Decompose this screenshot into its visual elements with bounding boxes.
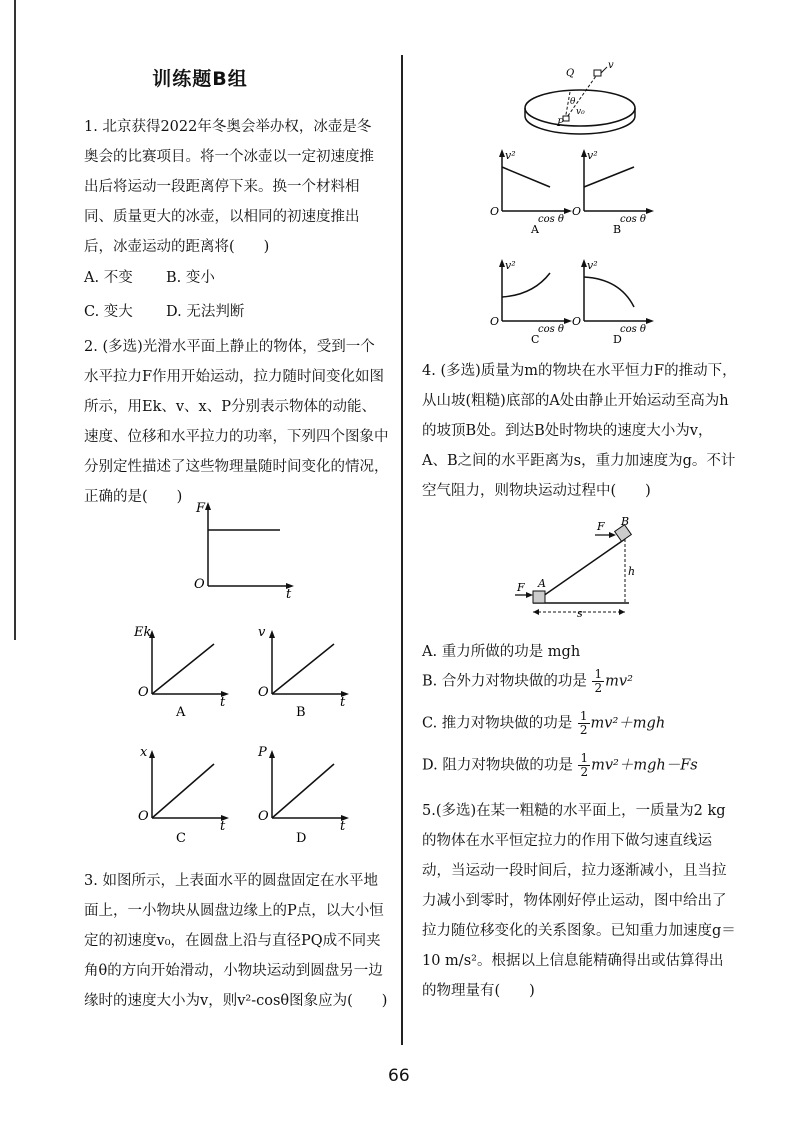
axis-label: cos θ <box>620 324 646 335</box>
origin-label: O <box>194 577 205 592</box>
q3-disk-figure <box>520 56 650 136</box>
distance-label: s <box>577 607 583 620</box>
q1-option-a: A. 不变 <box>84 270 133 286</box>
graph-caption: B <box>613 223 622 236</box>
axis-label: t <box>220 819 226 834</box>
question-5-text: 5.(多选)在某一粗糙的水平面上，一质量为2 kg的物体在水平恒定拉力的作用下做匀速直线运动，当运动一段时间后，拉力逐渐减小，且当拉力减小到零时，物体刚好停止运动，图中给出了拉力随位移变化的关系图象。已知重力加速度g＝10 m/s²。根据以上信息能精确得出或估算得出的物理量有( ) <box>422 803 736 999</box>
q3-graph-b <box>570 145 660 235</box>
origin-label: O <box>490 205 500 218</box>
q3-graph-c <box>488 255 578 345</box>
q2-graph-b <box>250 620 360 720</box>
origin-label: O <box>258 809 269 824</box>
q1-option-d: D. 无法判断 <box>166 304 245 320</box>
question-3-text: 3. 如图所示，上表面水平的圆盘固定在水平地面上，一小物块从圆盘边缘上的P点，以大小恒定的初速度v₀，在圆盘上沿与直径PQ成不同夹角θ的方向开始滑动，小物块运动到圆盘另一边缘时的速度大小为v，则v²-cosθ图象应为( ) <box>84 873 388 1009</box>
graph-caption: B <box>296 705 306 720</box>
section-title: 训练题B组 <box>152 68 248 90</box>
fraction <box>592 668 604 695</box>
fraction-numerator: 1 <box>579 709 588 723</box>
point-p-label: P <box>557 118 564 129</box>
point-b-label: B <box>621 515 630 528</box>
graph-caption: D <box>613 333 622 346</box>
axis-label: F <box>196 501 206 516</box>
q4-incline-figure <box>505 515 645 620</box>
fraction-denominator: 2 <box>579 723 588 737</box>
axis-label: t <box>286 587 292 602</box>
fraction-denominator: 2 <box>580 765 589 779</box>
axis-label: Ek <box>134 625 152 640</box>
origin-label: O <box>572 205 582 218</box>
option-formula: mv² <box>605 673 633 690</box>
axis-label: v² <box>505 149 516 162</box>
force-label: F <box>597 520 605 533</box>
origin-label: O <box>572 315 582 328</box>
q2-graph-a <box>130 620 240 720</box>
angle-label: θ <box>570 97 576 107</box>
fraction-numerator: 1 <box>594 667 603 681</box>
q2-force-graph <box>190 498 300 602</box>
scan-edge-line <box>14 0 16 640</box>
q3-graph-a <box>488 145 578 235</box>
question-4-text: 4. (多选)质量为m的物块在水平恒力F的推动下，从山坡(粗糙)底部的A处由静止开始运动至高为h的坡顶B处。到达B处时物块的速度大小为v，A、B之间的水平距离为s，重力加速度为g。不计空气阻力，则物块运动过程中( ) <box>422 363 737 499</box>
option-formula: mv²＋mgh <box>590 715 666 732</box>
q1-option-b: B. 变小 <box>166 270 215 286</box>
graph-caption: C <box>531 333 540 346</box>
axis-label: v² <box>587 149 598 162</box>
question-1-text: 1. 北京获得2022年冬奥会举办权，冰壶是冬奥会的比赛项目。将一个冰壶以一定初速度推出后将运动一段距离停下来。换一个材料相同、质量更大的冰壶，以相同的初速度推出后，冰壶运动的距离将( ) <box>84 119 374 255</box>
q4-option-d <box>422 752 698 779</box>
option-text: D. 阻力对物块做的功是 <box>422 757 578 774</box>
q4-option-c <box>422 710 665 737</box>
fraction-denominator: 2 <box>594 681 603 695</box>
origin-label: O <box>138 809 149 824</box>
q4-option-a: A. 重力所做的功是 mgh <box>422 644 581 660</box>
option-formula: mv²＋mgh－Fs <box>591 757 698 774</box>
height-label: h <box>628 565 636 578</box>
graph-caption: D <box>296 831 307 846</box>
q3-graph-d <box>570 255 660 345</box>
axis-label: cos θ <box>538 324 564 335</box>
axis-label: v <box>258 625 266 640</box>
axis-label: cos θ <box>620 214 646 225</box>
fraction-numerator: 1 <box>580 751 589 765</box>
graph-caption: A <box>176 705 186 720</box>
axis-label: P <box>258 745 267 760</box>
fraction <box>578 710 590 737</box>
question-2-text: 2. (多选)光滑水平面上静止的物体，受到一个水平拉力F作用开始运动，拉力随时间变化如图所示，用Ek、v、x、P分别表示物体的动能、速度、位移和水平拉力的功率，下列四个图象中分别定性描述了这些物理量随时间变化的情况，正确的是( ) <box>84 339 389 505</box>
axis-label: t <box>340 819 346 834</box>
page-number: 66 <box>388 1066 410 1086</box>
origin-label: O <box>138 685 149 700</box>
option-text: B. 合外力对物块做的功是 <box>422 673 592 690</box>
axis-label: cos θ <box>538 214 564 225</box>
origin-label: O <box>490 315 500 328</box>
initial-velocity-label: v₀ <box>576 107 585 117</box>
force-label: F <box>517 581 525 594</box>
fraction <box>578 752 590 779</box>
point-a-label: A <box>538 577 546 590</box>
axis-label: t <box>220 695 226 710</box>
option-text: C. 推力对物块做的功是 <box>422 715 577 732</box>
graph-caption: C <box>176 831 186 846</box>
q1-option-c: C. 变大 <box>84 304 133 320</box>
q2-graph-c <box>130 740 240 845</box>
axis-label: t <box>340 695 346 710</box>
column-divider <box>401 55 403 1045</box>
axis-label: x <box>140 745 148 760</box>
graph-caption: A <box>531 223 539 236</box>
point-q-label: Q <box>566 68 575 79</box>
axis-label: v² <box>505 259 516 272</box>
origin-label: O <box>258 685 269 700</box>
axis-label: v² <box>587 259 598 272</box>
q2-graph-d <box>250 740 360 845</box>
q4-option-b <box>422 668 633 695</box>
velocity-label: v <box>608 60 614 71</box>
